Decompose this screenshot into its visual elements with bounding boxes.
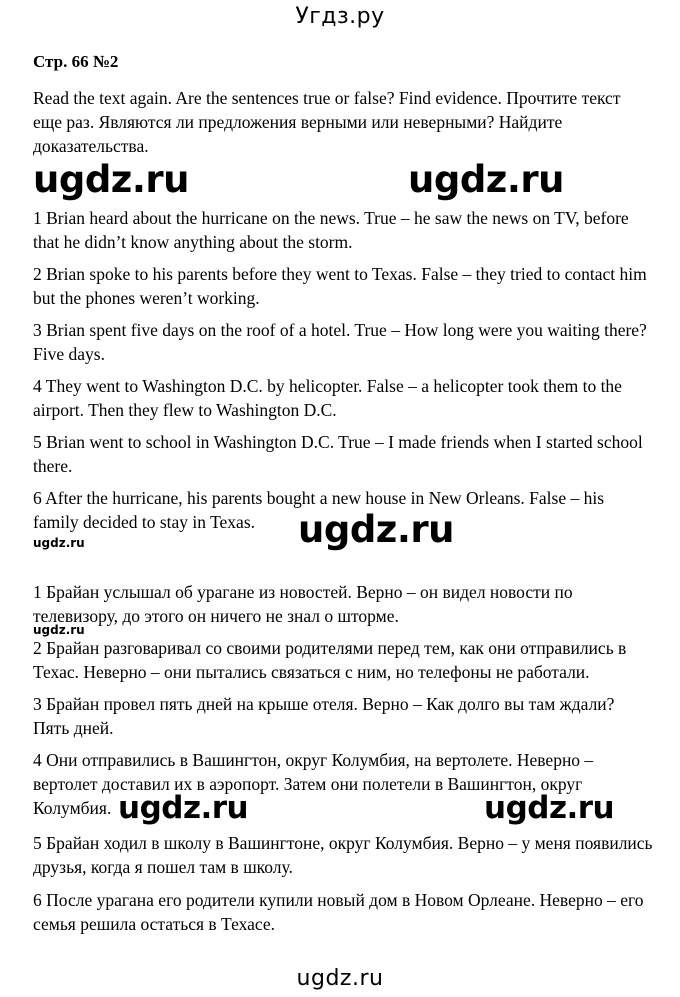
task-instructions: Read the text again. Are the sentences true or false? Find evidence. Прочтите текст еще раз. Являются ли предложения верными или неверными? Найдите доказательства. xyxy=(33,88,621,156)
english-item-3: 3 Brian spent five days on the roof of a hotel. True – How long were you waiting there? Five days. xyxy=(33,320,647,364)
watermark-ugdz: ugdz.ru xyxy=(33,158,189,201)
watermark-ugdz: ugdz.ru xyxy=(484,790,615,826)
english-item-5: 5 Brian went to school in Washington D.C. True – I made friends when I started school there. xyxy=(33,432,643,476)
watermark-ugdz: ugdz.ru xyxy=(298,508,454,551)
english-item-2: 2 Brian spoke to his parents before they went to Texas. False – they tried to contact him but the phones weren’t working. xyxy=(33,264,647,308)
russian-item-2: 2 Брайан разговаривал со своими родителями перед тем, как они отправились в Техас. Неверно – они пытались связаться с ним, но телефоны не работали. xyxy=(33,638,627,682)
footer-watermark: ugdz.ru xyxy=(296,966,384,991)
watermark-ugdz-small: ugdz.ru xyxy=(33,536,85,550)
watermark-ugdz: ugdz.ru xyxy=(118,790,249,826)
english-item-6: 6 After the hurricane, his parents bought a new house in New Orleans. False – his family decided to stay in Texas. xyxy=(33,488,605,532)
russian-item-3: 3 Брайан провел пять дней на крыше отеля. Верно – Как долго вы там ждали? Пять дней. xyxy=(33,694,615,738)
watermark-ugdz-small: ugdz.ru xyxy=(33,623,85,637)
site-title: Угдз.ру xyxy=(295,4,385,29)
english-item-4: 4 They went to Washington D.C. by helicopter. False – a helicopter took them to the airport. Then they flew to Washington D.C. xyxy=(33,376,622,420)
page-heading: Стр. 66 №2 xyxy=(33,52,119,71)
russian-item-1: 1 Брайан услышал об урагане из новостей. Верно – он видел новости по телевизору, до этого он ничего не знал о шторме. xyxy=(33,582,573,626)
russian-item-4: 4 Они отправились в Вашингтон, округ Колумбия, на вертолете. Неверно – вертолет доставил их в аэропорт. Затем они полетели в Вашингтон, округ Колумбия. xyxy=(33,750,594,818)
watermark-ugdz: ugdz.ru xyxy=(408,158,564,201)
russian-item-5: 5 Брайан ходил в школу в Вашингтоне, округ Колумбия. Верно – у меня появились друзья, когда я пошел там в школу. xyxy=(33,833,653,877)
russian-item-6: 6 После урагана его родители купили новый дом в Новом Орлеане. Неверно – его семья решила остаться в Техасе. xyxy=(33,890,644,934)
english-item-1: 1 Brian heard about the hurricane on the news. True – he saw the news on TV, before that he didn’t know anything about the storm. xyxy=(33,208,629,252)
